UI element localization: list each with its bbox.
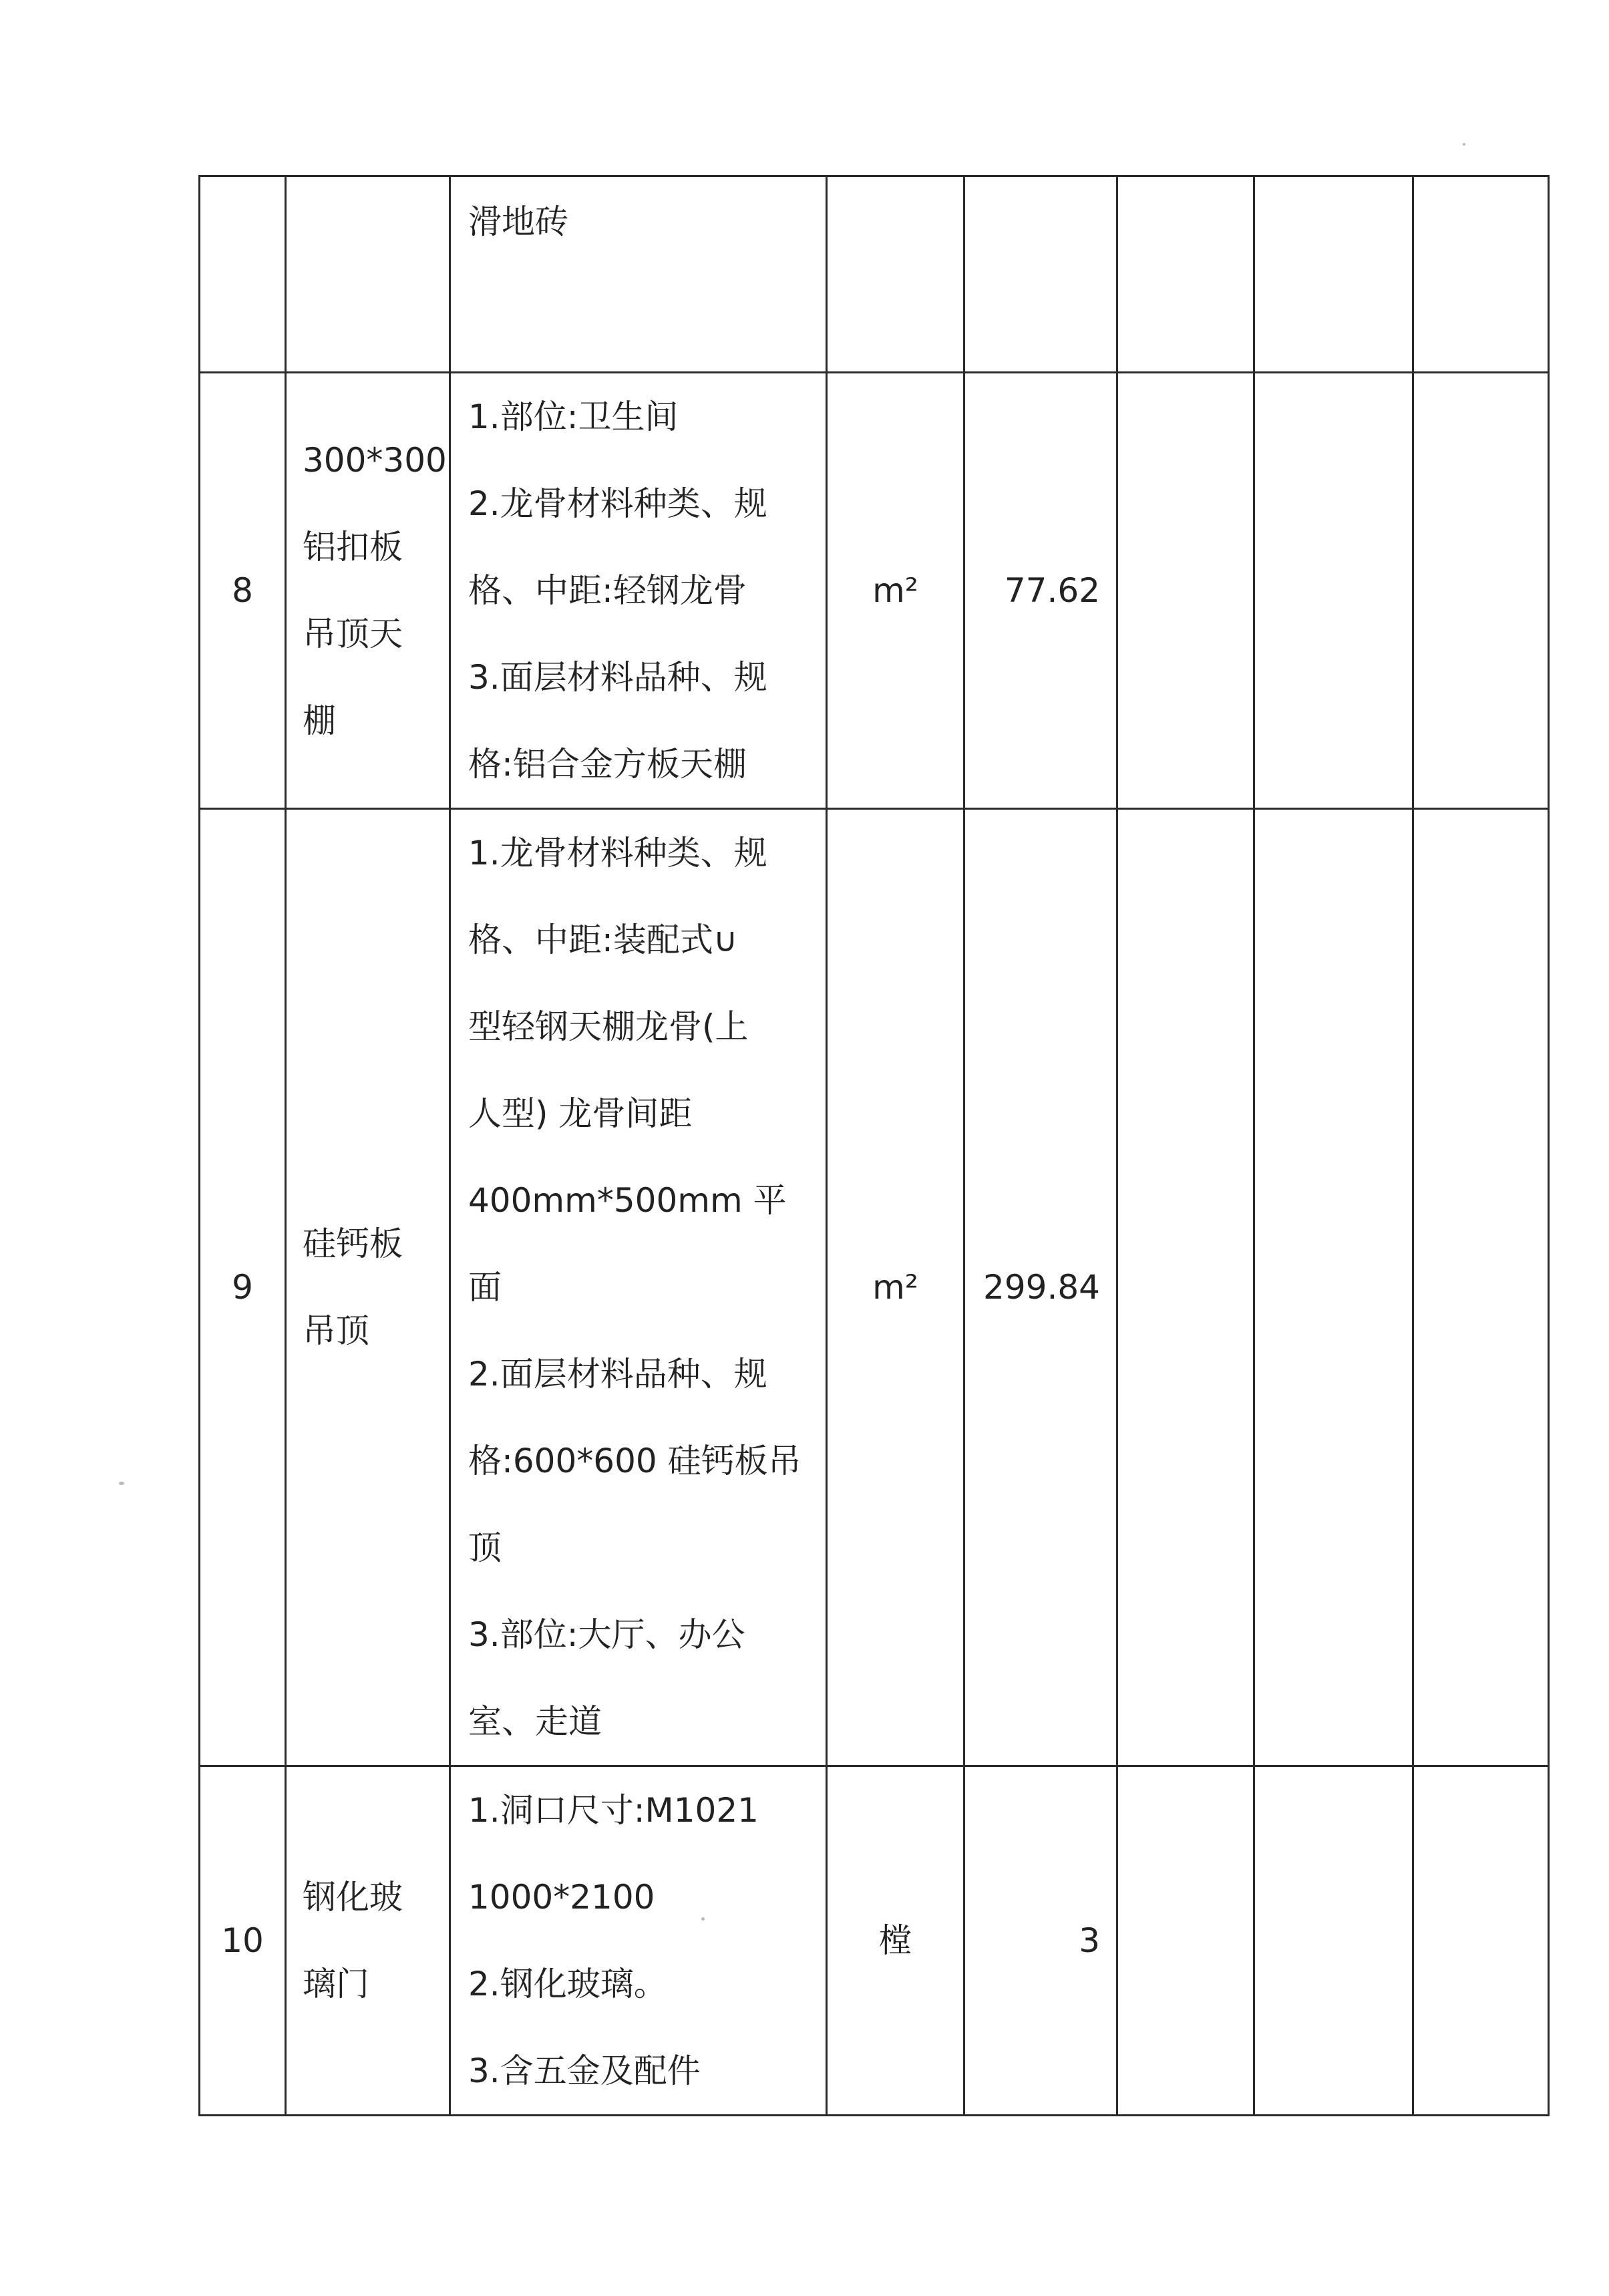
quantity-cell: 3 (964, 1766, 1117, 2116)
unit-cell: 樘 (827, 1766, 964, 2116)
name-line: 吊顶天 (303, 615, 403, 653)
index-cell: 9 (200, 809, 286, 1766)
item-description-cell (450, 176, 827, 373)
name-line: 300*300 (303, 441, 447, 480)
empty-cell (1254, 373, 1413, 809)
description-line: 1.洞口尺寸:M1021 (468, 1791, 759, 1830)
item-name-cell (286, 1766, 450, 2116)
description-line: 2.钢化玻璃。 (468, 1965, 667, 2003)
description-line: 格:600*600 硅钙板吊 (468, 1442, 801, 1480)
description-line: 1.龙骨材料种类、规 (468, 834, 767, 872)
quantity-table (198, 175, 1550, 2116)
unit-cell (827, 176, 964, 373)
description-line: 格、中距:装配式∪ (468, 921, 738, 959)
index-cell: 10 (200, 1766, 286, 2116)
description-line: 格:铝合金方板天棚 (468, 745, 747, 784)
description-line: 3.面层材料品种、规 (468, 658, 767, 697)
item-description-cell (450, 809, 827, 1766)
description-line: 1.部位:卫生间 (468, 397, 679, 436)
table-row (200, 373, 1549, 809)
description-line: 3.部位:大厅、办公 (468, 1615, 745, 1654)
description-line: 2.龙骨材料种类、规 (468, 484, 767, 523)
description-line: 顶 (468, 1528, 502, 1567)
item-name-cell (286, 373, 450, 809)
description-line: 400mm*500mm 平 (468, 1181, 787, 1220)
description-line: 1000*2100 (468, 1878, 655, 1917)
table-row (200, 809, 1549, 1766)
empty-cell (1254, 176, 1413, 373)
index-cell (200, 176, 286, 373)
description-line: 3.含五金及配件 (468, 2052, 701, 2090)
scan-speck (119, 1482, 124, 1485)
name-line: 铝扣板 (303, 528, 403, 566)
description-line: 滑地砖 (468, 202, 568, 241)
empty-cell (1413, 176, 1549, 373)
description-line: 格、中距:轻钢龙骨 (468, 571, 747, 610)
empty-cell (1117, 1766, 1254, 2116)
name-line: 璃门 (303, 1965, 369, 2003)
table-row (200, 176, 1549, 373)
item-name-cell (286, 176, 450, 373)
unit-cell: m² (827, 809, 964, 1766)
scan-speck (701, 1917, 705, 1921)
description-line: 面 (468, 1268, 502, 1307)
item-description-cell (450, 1766, 827, 2116)
description-line: 人型) 龙骨间距 (468, 1094, 693, 1133)
empty-cell (1117, 809, 1254, 1766)
empty-cell (1413, 373, 1549, 809)
description-line: 2.面层材料品种、规 (468, 1355, 767, 1393)
quantity-cell: 299.84 (964, 809, 1117, 1766)
empty-cell (1413, 1766, 1549, 2116)
index-cell: 8 (200, 373, 286, 809)
name-line: 钢化玻 (303, 1878, 403, 1917)
empty-cell (1254, 1766, 1413, 2116)
scan-speck (1463, 143, 1465, 146)
empty-cell (1117, 176, 1254, 373)
table-row (200, 1766, 1549, 2116)
empty-cell (1117, 373, 1254, 809)
name-line: 硅钙板 (303, 1224, 403, 1263)
item-name-cell (286, 809, 450, 1766)
description-line: 室、走道 (468, 1702, 602, 1741)
empty-cell (1254, 809, 1413, 1766)
quantity-cell (964, 176, 1117, 373)
unit-cell: m² (827, 373, 964, 809)
name-line: 棚 (303, 701, 336, 740)
empty-cell (1413, 809, 1549, 1766)
name-line: 吊顶 (303, 1311, 369, 1350)
item-description-cell (450, 373, 827, 809)
quantity-cell: 77.62 (964, 373, 1117, 809)
description-line: 型轻钢天棚龙骨(上 (468, 1007, 749, 1046)
